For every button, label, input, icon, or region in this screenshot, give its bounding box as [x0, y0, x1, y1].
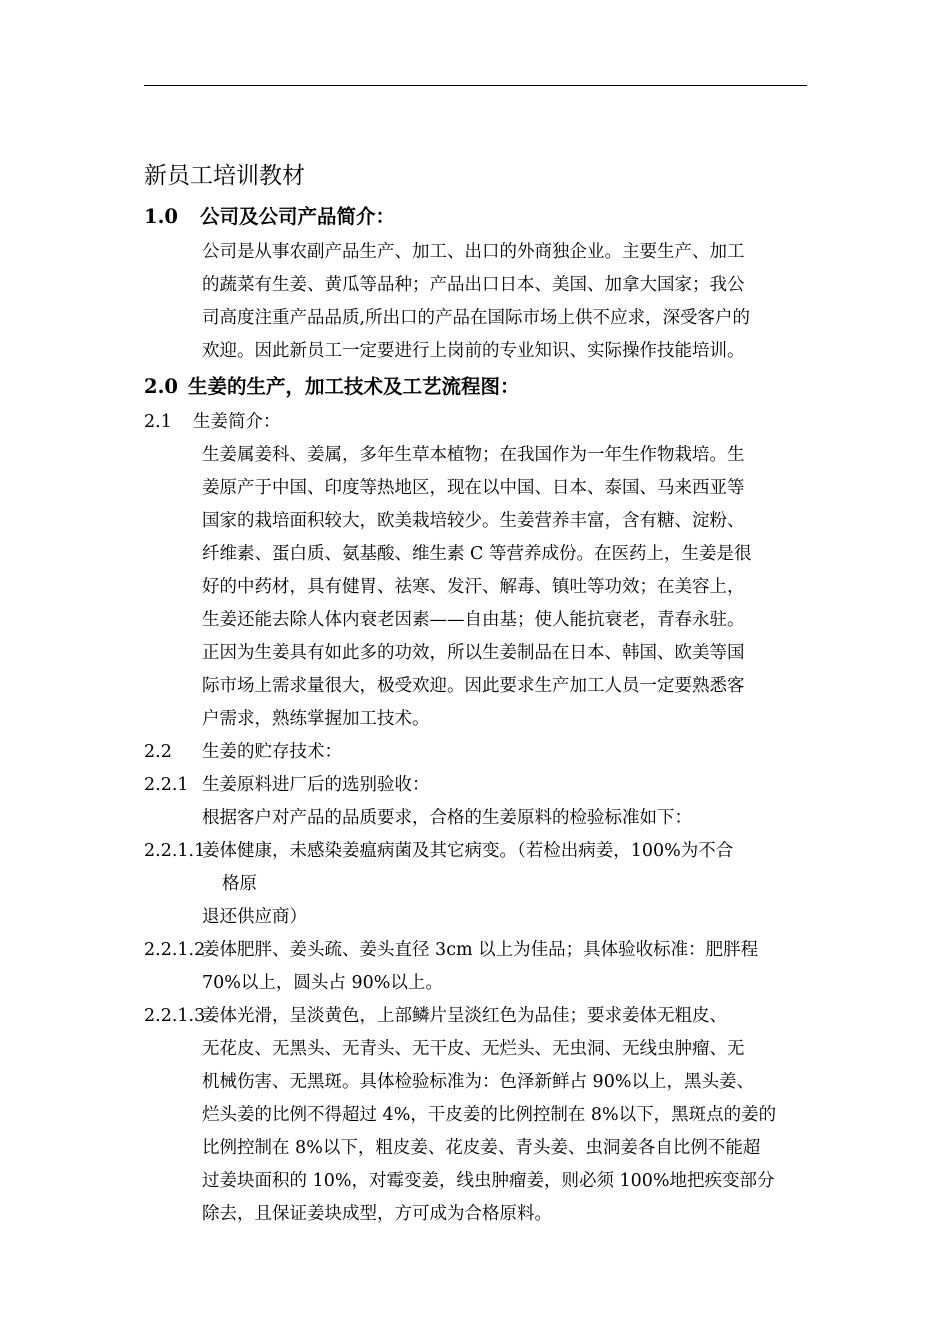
paragraph-line: 纤维素、蛋白质、氨基酸、维生素 C 等营养成份。在医药上，生姜是很 [202, 544, 752, 564]
subsection-number: 2.2 [144, 742, 172, 762]
paragraph-line: 司高度注重产品品质,所出口的产品在国际市场上供不应求，深受客户的 [202, 308, 751, 328]
item-number: 2.2.1.1 [144, 841, 206, 861]
subsection-number: 2.1 [144, 412, 172, 432]
section-number: 1.0 [144, 205, 178, 228]
item-number: 2.2.1.2 [144, 940, 206, 960]
paragraph-line: 国家的栽培面积较大，欧美栽培较少。生姜营养丰富，含有糖、淀粉、 [202, 511, 745, 531]
item-line: 烂头姜的比例不得超过 4%，干皮姜的比例控制在 8%以下，黑斑点的姜的 [202, 1105, 777, 1125]
page-title: 新员工培训教材 [144, 163, 305, 189]
section-title: 公司及公司产品简介： [200, 205, 396, 228]
paragraph-line: 际市场上需求量很大，极受欢迎。因此要求生产加工人员一定要熟悉客 [202, 676, 745, 696]
item-line: 姜体光滑，呈淡黄色，上部鳞片呈淡红色为品佳；要求姜体无粗皮、 [202, 1006, 727, 1026]
item-line: 退还供应商） [202, 907, 307, 927]
paragraph-line: 生姜还能去除人体内衰老因素——自由基；使人能抗衰老，青春永驻。 [202, 610, 745, 630]
paragraph-line: 根据客户对产品的品质要求，合格的生姜原料的检验标准如下： [202, 808, 692, 828]
section-title: 生姜的生产，加工技术及工艺流程图： [188, 375, 520, 398]
paragraph-line: 公司是从事农副产品生产、加工、出口的外商独企业。主要生产、加工 [202, 242, 745, 262]
header-rule [144, 85, 807, 86]
item-line: 70%以上，圆头占 90%以上。 [202, 973, 443, 993]
item-line: 除去，且保证姜块成型，方可成为合格原料。 [202, 1204, 552, 1224]
paragraph-line: 欢迎。因此新员工一定要进行上岗前的专业知识、实际操作技能培训。 [202, 341, 745, 361]
subsection-title: 生姜简介： [193, 412, 281, 432]
subsection-title: 生姜原料进厂后的选别验收： [202, 775, 430, 795]
paragraph-line: 生姜属姜科、姜属，多年生草本植物；在我国作为一年生作物栽培。生 [202, 445, 745, 465]
item-line: 姜体肥胖、姜头疏、姜头直径 3cm 以上为佳品；具体验收标准：肥胖程 [202, 940, 759, 960]
paragraph-line: 的蔬菜有生姜、黄瓜等品种；产品出口日本、美国、加拿大国家；我公 [202, 275, 745, 295]
item-line: 机械伤害、无黑斑。具体检验标准为：色泽新鲜占 90%以上，黑头姜、 [202, 1072, 754, 1092]
paragraph-line: 正因为生姜具有如此多的功效，所以生姜制品在日本、韩国、欧美等国 [202, 643, 745, 663]
item-number: 2.2.1.3 [144, 1006, 206, 1026]
subsection-number: 2.2.1 [144, 775, 189, 795]
paragraph-line: 姜原产于中国、印度等热地区，现在以中国、日本、泰国、马来西亚等 [202, 478, 745, 498]
item-line: 过姜块面积的 10%，对霉变姜，线虫肿瘤姜，则必须 100%地把疾变部分 [202, 1171, 775, 1191]
section-number: 2.0 [144, 375, 178, 398]
item-line: 比例控制在 8%以下，粗皮姜、花皮姜、青头姜、虫洞姜各自比例不能超 [202, 1138, 761, 1158]
item-line: 无花皮、无黑头、无青头、无干皮、无烂头、无虫洞、无线虫肿瘤、无 [202, 1039, 745, 1059]
paragraph-line: 好的中药材，具有健胃、祛寒、发汗、解毒、镇吐等功效；在美容上， [202, 577, 745, 597]
section-heading-1 [144, 203, 395, 231]
paragraph-line: 户需求，熟练掌握加工技术。 [202, 709, 430, 729]
item-line: 姜体健康，未感染姜瘟病菌及其它病变。（若检出病姜，100%为不合 [202, 841, 734, 861]
subsection-title: 生姜的贮存技术： [202, 742, 342, 762]
section-heading-2 [144, 373, 520, 401]
item-line: 格原 [222, 874, 257, 894]
